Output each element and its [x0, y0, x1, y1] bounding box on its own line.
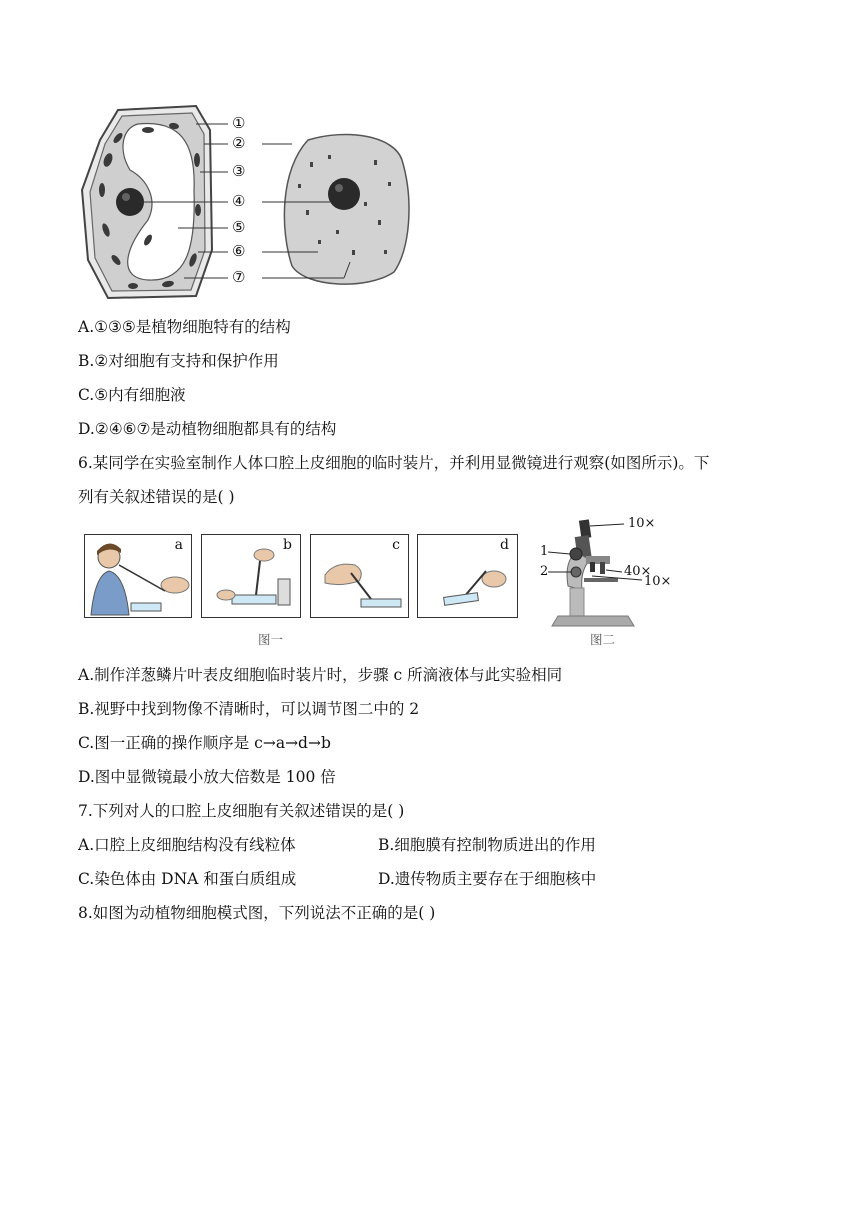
- label-5: ⑤: [232, 218, 246, 236]
- panel-c: [310, 534, 409, 618]
- cell-diagram: [78, 100, 418, 300]
- q6-option-d: D.图中显微镜最小放大倍数是 100 倍: [78, 768, 336, 786]
- caption-figure-1: 图一: [258, 632, 284, 647]
- cell-diagram-svg: [78, 100, 418, 300]
- q5-option-c: C.⑤内有细胞液: [78, 386, 186, 404]
- panel-a-label: a: [174, 537, 183, 553]
- q7-option-a: A.口腔上皮细胞结构没有线粒体: [78, 836, 296, 854]
- panel-b: [201, 534, 301, 618]
- animal-nucleus: [328, 178, 360, 210]
- panel-a: [84, 534, 192, 618]
- knob-1-label: 1: [540, 544, 549, 559]
- q6-stem-line2: 列有关叙述错误的是( ): [78, 488, 235, 506]
- objective-10x-label: 10×: [644, 574, 672, 589]
- q6-option-c: C.图一正确的操作顺序是 c→a→d→b: [78, 734, 331, 752]
- label-7: ⑦: [232, 268, 246, 286]
- q5-option-a: A.①③⑤是植物细胞特有的结构: [78, 318, 291, 336]
- q7-option-b: B.细胞膜有控制物质进出的作用: [378, 836, 596, 854]
- caption-figure-2: 图二: [590, 632, 616, 647]
- q8-stem: 8.如图为动植物细胞模式图，下列说法不正确的是( ): [78, 904, 436, 922]
- panel-d: [417, 534, 518, 618]
- label-4: ④: [232, 192, 246, 210]
- microscope-art: [530, 516, 680, 630]
- q6-stem-line1: 6.某同学在实验室制作人体口腔上皮细胞的临时装片，并利用显微镜进行观察(如图所示)。下: [78, 454, 710, 472]
- label-6: ⑥: [232, 242, 246, 260]
- q6-option-a: A.制作洋葱鳞片叶表皮细胞临时装片时，步骤 c 所滴液体与此实验相同: [78, 666, 563, 684]
- label-3: ③: [232, 162, 246, 180]
- knob-2-label: 2: [540, 564, 549, 579]
- q6-option-b: B.视野中找到物像不清晰时，可以调节图二中的 2: [78, 700, 420, 718]
- panel-b-label: b: [283, 537, 292, 553]
- objective-40x-label: 40×: [624, 564, 652, 579]
- label-1: ①: [232, 114, 246, 132]
- q5-option-d: D.②④⑥⑦是动植物细胞都具有的结构: [78, 420, 337, 438]
- panel-c-label: c: [392, 537, 400, 553]
- eyepiece-label: 10×: [628, 516, 656, 531]
- q7-stem: 7.下列对人的口腔上皮细胞有关叙述错误的是( ): [78, 802, 405, 820]
- q5-option-b: B.②对细胞有支持和保护作用: [78, 352, 279, 370]
- q7-option-c: C.染色体由 DNA 和蛋白质组成: [78, 870, 297, 888]
- panel-d-label: d: [500, 537, 509, 553]
- label-2: ②: [232, 134, 246, 152]
- microscope-figure: [530, 516, 680, 630]
- q7-option-d: D.遗传物质主要存在于细胞核中: [378, 870, 597, 888]
